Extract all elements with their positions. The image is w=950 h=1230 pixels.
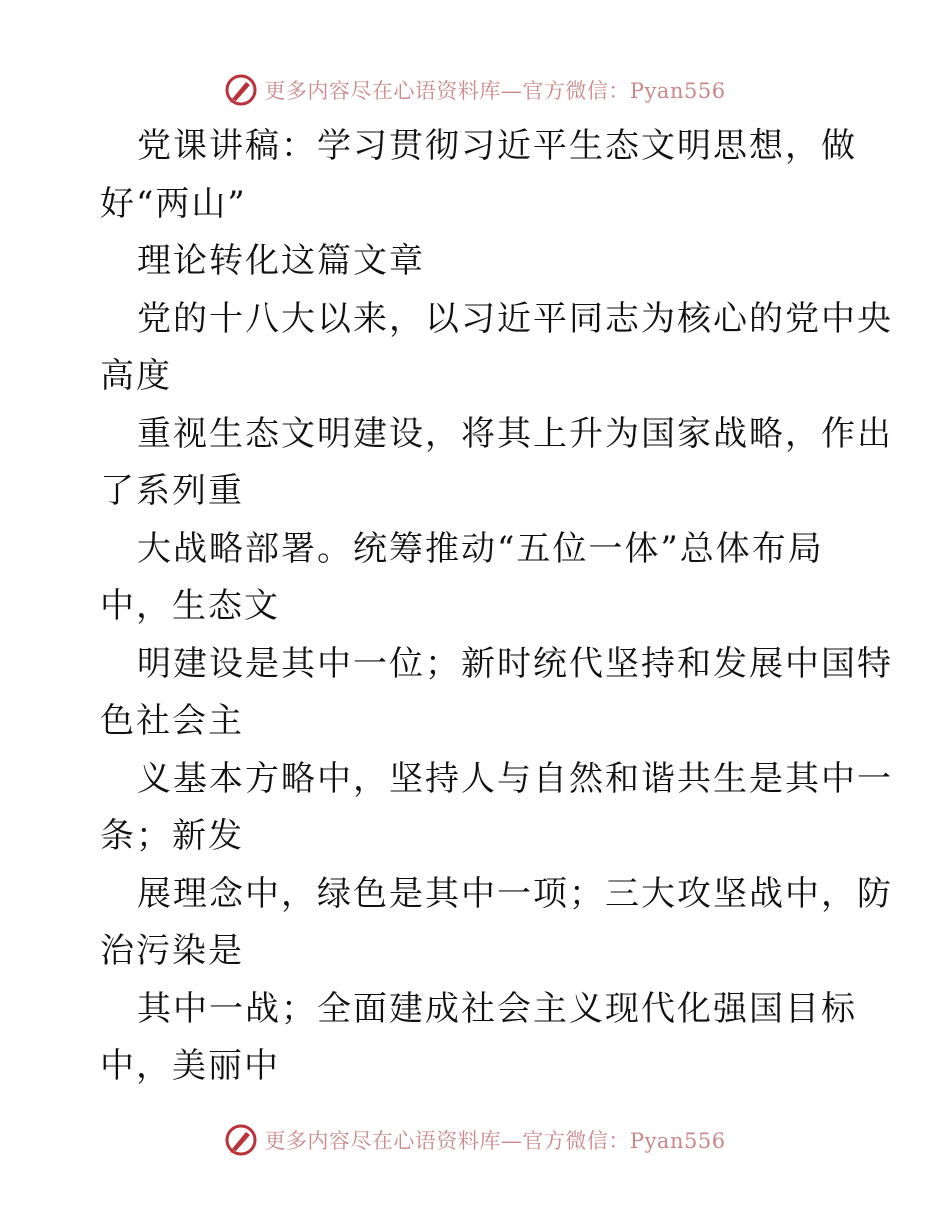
pen-circle-logo-icon xyxy=(224,73,258,107)
document-line: 展理念中，绿色是其中一项；三大攻坚战中，防 xyxy=(137,873,893,914)
footer-watermark xyxy=(0,1120,950,1160)
document-line: 重视生态文明建设，将其上升为国家战略，作出 xyxy=(137,413,893,454)
document-line: 高度 xyxy=(100,356,172,396)
document-line: 好“两山” xyxy=(100,183,247,224)
watermark-text: 更多内容尽在心语资料库—官方微信：Pyan556 xyxy=(264,79,726,103)
document-line: 义基本方略中，坚持人与自然和谐共生是其中一 xyxy=(137,758,893,799)
document-line: 色社会主 xyxy=(100,701,244,741)
document-body xyxy=(100,118,893,1096)
document-line: 党的十八大以来，以习近平同志为核心的党中央 xyxy=(137,298,893,339)
document-line: 明建设是其中一位；新时统代坚持和发展中国特 xyxy=(137,643,893,684)
document-line: 大战略部署。统筹推动“五位一体”总体布局 xyxy=(137,528,824,569)
document-line: 党课讲稿：学习贯彻习近平生态文明思想，做 xyxy=(137,126,857,166)
document-line: 中，生态文 xyxy=(100,586,280,626)
header-watermark xyxy=(0,70,950,110)
watermark-text: 更多内容尽在心语资料库—官方微信：Pyan556 xyxy=(264,1129,726,1153)
document-line: 其中一战；全面建成社会主义现代化强国目标 xyxy=(137,988,857,1029)
pen-circle-logo-icon xyxy=(224,1123,258,1157)
document-line: 理论转化这篇文章 xyxy=(137,241,425,281)
document-line: 条；新发 xyxy=(100,816,244,856)
document-line: 了系列重 xyxy=(100,471,244,511)
document-line: 中，美丽中 xyxy=(100,1046,280,1086)
document-line: 治污染是 xyxy=(100,931,244,971)
